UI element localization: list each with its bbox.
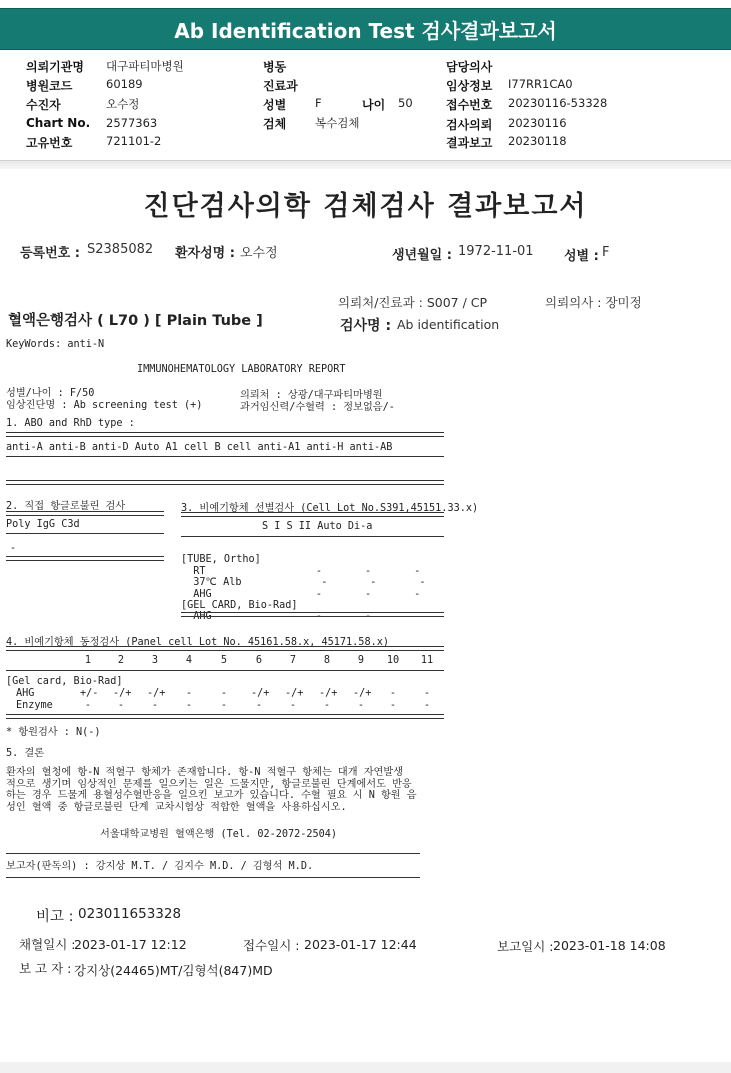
requester-dept: 의뢰처/진료과 : S007 / CP [338,295,488,310]
ahg-result: - [185,688,193,699]
test-name-label: 검사명 : [340,318,392,334]
history-line: 과거임신력/수혈력 : 정보없음/- [240,402,395,413]
result-date-value: 20230118 [508,134,567,148]
lab-heading: IMMUNOHEMATOLOGY LABORATORY REPORT [137,364,346,375]
patient-name-value: 오수정 [240,246,278,261]
gel-card-label: [Gel card, Bio-Rad] [6,676,123,687]
enzyme-result: - [151,700,159,711]
enzyme-result: - [117,700,125,711]
clinical-info-value: I77RR1CA0 [508,77,573,91]
panel-cell-number: 3 [151,655,159,666]
screen-row: RT - - - [181,565,421,577]
ahg-result: -/+ [147,688,166,699]
ahg-result: -/+ [285,688,304,699]
panel-cell-number: 1 [84,655,92,666]
patient-value: 오수정 [106,97,140,111]
rule-line [6,670,444,671]
conclusion-text [6,767,417,813]
reporter-value: 강지상(24465)MT/김형석(847)MD [74,963,273,978]
enzyme-label: Enzyme [16,700,53,711]
doctor-label: 담당의사 [446,60,493,74]
reporter-line: 보고자(판독의) : 강지상 M.T. / 김지수 M.D. / 김형석 M.D. [6,861,314,872]
ahg-result: -/+ [319,688,338,699]
rule-line [6,480,444,485]
rule-line [6,877,420,878]
report-time-value: 2023-01-18 14:08 [553,938,666,953]
age-label: 나이 [362,98,386,112]
abo-columns: anti-A anti-B anti-D Auto A1 cell B cell anti-A1 anti-H anti-AB [6,442,393,453]
hospital-code-label: 병원코드 [26,79,73,93]
dat-section-title: 2. 직접 항글로불린 검사 [6,501,126,512]
unique-no-label: 고유번호 [26,136,73,150]
rule-line [6,714,444,719]
dat-columns: Poly IgG C3d [6,519,80,530]
clinical-info-label: 임상정보 [446,79,493,93]
rule-line [6,456,444,457]
test-group: 혈액은행검사 ( L70 ) [ Plain Tube ] [8,313,263,329]
request-date-value: 20230116 [508,116,567,130]
report-time-label: 보고일시 : [497,939,554,954]
ahg-result: +/- [80,688,99,699]
report-sex-value: F [602,245,610,260]
enzyme-result: - [323,700,331,711]
enzyme-result: - [389,700,397,711]
dob-value: 1972-11-01 [458,244,534,259]
receive-time-value: 2023-01-17 12:44 [304,937,417,952]
reg-no-label: 등록번호 : [20,246,80,261]
receive-time-label: 접수일시 : [243,938,300,953]
report-sex-label: 성별 : [564,249,599,264]
hospital-name-label: 의뢰기관명 [26,60,84,74]
page-bottom-band [0,1062,731,1073]
draw-time-label: 채혈일시 : [19,937,76,952]
dob-label: 생년월일 : [392,248,452,263]
sex-label: 성별 [263,98,287,112]
dept-label: 진료과 [263,79,298,93]
rule-line [181,612,444,617]
screen-row: AHG - - - [181,588,421,600]
conclusion-line: 하는 경우 드물게 용혈성수혈반응을 일으킨 보고가 있습니다. 수혈 필요 시 N 항원 음 [6,790,417,802]
conclusion-line: 성인 혈액 중 항글로불린 단계 교차시험상 적합한 혈액을 사용하십시오. [6,801,347,813]
specimen-label: 검체 [263,117,287,131]
rule-line [6,646,444,651]
unique-no-value: 721101-2 [106,134,162,148]
rule-line [181,512,444,517]
conclusion-title: 5. 결론 [6,748,45,759]
ahg-result: -/+ [113,688,132,699]
report-title: 진단검사의학 검체검사 결과보고서 [143,191,588,222]
screen-columns: S I S II Auto Di-a [262,521,373,532]
receipt-no-value: 20230116-53328 [508,96,608,110]
receipt-no-label: 접수번호 [446,98,493,112]
remark-label: 비고 : [36,909,74,925]
panel-cell-number: 9 [357,655,365,666]
enzyme-result: - [357,700,365,711]
screen-section-title: 3. 비예기항체 선별검사 (Cell Lot No.S391,45151.33.x) [181,503,479,514]
ahg-result: - [389,688,397,699]
panel-cell-number: 6 [255,655,263,666]
panel-cell-number: 11 [420,655,434,666]
rule-line [6,432,444,437]
panel-cell-number: 4 [185,655,193,666]
hospital-code-value: 60189 [106,77,143,91]
screen-results [181,543,426,623]
rule-line [6,853,420,854]
enzyme-result: - [220,700,228,711]
dat-value: - [10,543,17,554]
enzyme-result: - [255,700,263,711]
enzyme-result: - [185,700,193,711]
panel-cell-number: 7 [289,655,297,666]
diagnosis-line: 임상진단명 : Ab screening test (+) [6,400,203,411]
rule-line [6,533,164,534]
section-separator [0,160,731,169]
screen-row: 37℃ Alb - - - [181,577,426,589]
reporter-label: 보 고 자 : [19,961,72,976]
refer-line: 의뢰처 : 상광/대구파티마병원 [240,390,383,401]
hospital-name-value: 대구파티마병원 [106,59,184,73]
antigen-test: * 항원검사 : N(-) [6,727,101,738]
panel-cell-number: 10 [386,655,400,666]
reg-no-value: S2385082 [87,242,154,257]
rule-line [6,511,164,516]
hospital-line: 서울대학교병원 혈액은행 (Tel. 02-2072-2504) [100,829,338,840]
conclusion-line: 적으로 생기며 임상적인 문제를 일으키는 일은 드물지만, 항글로불린 단계에서도 반응 [6,778,412,790]
ahg-result: -/+ [251,688,270,699]
age-value: 50 [398,96,413,110]
ahg-label: AHG [16,688,35,699]
patient-name-label: 환자성명 : [175,246,235,261]
specimen-value: 복수검체 [315,116,360,130]
sex-age-line: 성별/나이 : F/50 [6,388,95,399]
chart-no-value: 2577363 [106,116,158,130]
document-title: Ab Identification Test 검사결과보고서 [174,19,557,43]
conclusion-line: 환자의 혈청에 항-N 적혈구 항체가 존재합니다. 항-N 적혈구 항체는 대개 자연발생 [6,767,404,778]
ahg-result: - [220,688,228,699]
ahg-result: - [423,688,431,699]
screen-row: [GEL CARD, Bio-Rad] [181,600,298,612]
enzyme-result: - [84,700,92,711]
panel-cell-number: 8 [323,655,331,666]
panel-cell-number: 2 [117,655,125,666]
enzyme-result: - [289,700,297,711]
request-date-label: 검사의뢰 [446,118,493,132]
abo-section-title: 1. ABO and RhD type : [6,418,135,429]
screen-row: [TUBE, Ortho] [181,554,261,566]
draw-time-value: 2023-01-17 12:12 [74,937,187,952]
test-name-value: Ab identification [397,317,500,332]
result-date-label: 결과보고 [446,136,493,150]
rule-line [6,556,164,561]
patient-label: 수진자 [26,98,61,112]
panel-section-title: 4. 비예기항체 동정검사 (Panel cell Lot No. 45161.58.x, 45171.58.x) [6,637,389,648]
ward-label: 병동 [263,60,287,74]
panel-cell-number: 5 [220,655,228,666]
chart-no-label: Chart No. [26,116,91,130]
requesting-doctor: 의뢰의사 : 장미정 [545,295,642,310]
keywords: KeyWords: anti-N [6,339,105,350]
rule-line [181,536,444,537]
ahg-result: -/+ [353,688,372,699]
sex-value: F [315,96,322,110]
enzyme-result: - [423,700,431,711]
remark-value: 023011653328 [78,906,182,922]
screen-row: AHG - - [181,611,372,623]
